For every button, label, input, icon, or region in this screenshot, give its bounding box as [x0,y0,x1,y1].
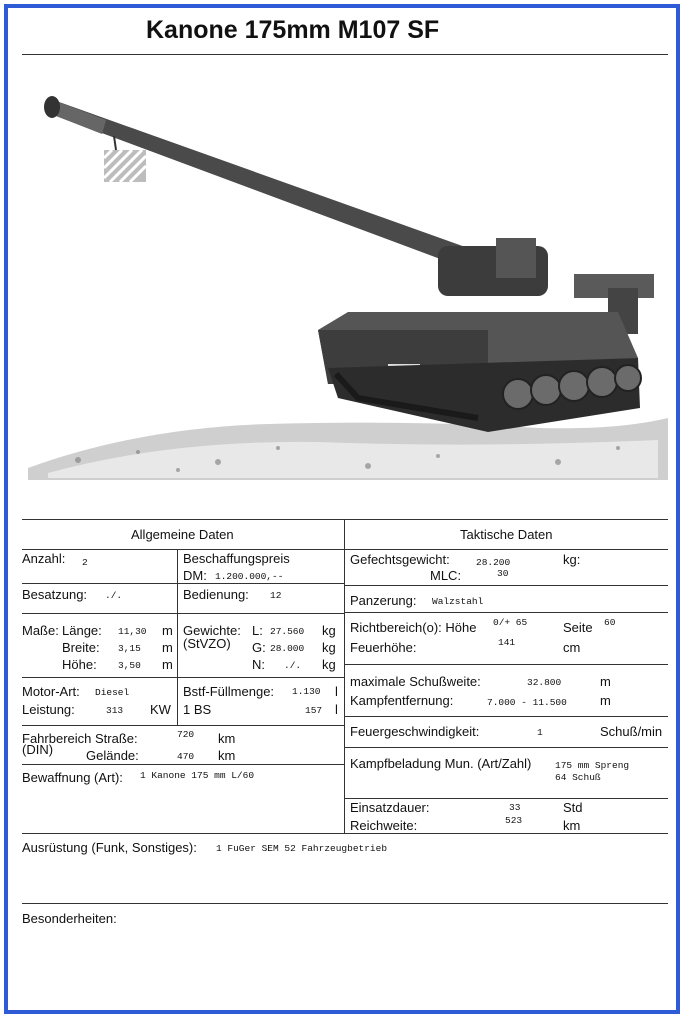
fahrbereich-strasse-value: 720 [177,729,195,740]
laenge-value: 11,30 [118,626,147,637]
row-rule [22,613,344,614]
title-rule [22,54,668,55]
row-rule [344,798,668,799]
mlc-value: 30 [497,568,509,579]
leistung-unit: KW [150,702,171,717]
bewaffnung-value: 1 Kanone 175 mm L/60 [140,770,255,781]
row-rule [344,612,668,613]
kampfentfernung-unit: m [600,693,611,708]
bs-label: 1 BS [183,702,212,717]
motor-label: Motor-Art: [22,684,80,699]
row-rule [22,764,344,765]
gewicht-n-unit: kg [322,657,336,672]
fahrbereich-sub: (DIN) [22,742,54,757]
breite-value: 3,15 [118,643,141,654]
gefechtsgewicht-value: 28.200 [476,557,511,568]
table-top-rule [22,519,668,520]
feuergeschwindigkeit-value: 1 [537,727,543,738]
row-rule [22,583,344,584]
feuerhoehe-value: 141 [498,637,516,648]
kampfbeladung-label: Kampfbeladung Mun. (Art/Zahl) [350,756,532,771]
reichweite-value: 523 [505,815,523,826]
gelaende-unit: km [218,748,236,763]
row-rule [22,677,344,678]
row-rule [22,833,668,834]
gefechtsgewicht-label: Gefechtsgewicht: [350,552,450,567]
besatzung-value: ./. [105,590,123,601]
bewaffnung-label: Bewaffnung (Art): [22,770,123,785]
bstf-label: Bstf-Füllmenge: [183,684,275,699]
fahrbereich-strasse-unit: km [218,731,236,746]
panzerung-label: Panzerung: [350,593,417,608]
feuerhoehe-unit: cm [563,640,581,655]
schussweite-unit: m [600,674,611,689]
schussweite-label: maximale Schußweite: [350,674,481,689]
bs-unit: l [335,702,338,717]
panzerung-value: Walzstahl [432,596,484,607]
bstf-value: 1.130 [292,686,321,697]
gefechtsgewicht-unit: kg: [563,552,581,567]
column-divider [344,519,345,833]
feuergeschwindigkeit-label: Feuergeschwindigkeit: [350,724,480,739]
row-rule [344,716,668,717]
row-rule [344,664,668,665]
breite-unit: m [162,640,173,655]
anzahl-label: Anzahl: [22,551,66,566]
einsatzdauer-label: Einsatzdauer: [350,800,430,815]
gewicht-g-value: 28.000 [270,643,305,654]
row-rule [344,585,668,586]
left-section-header: Allgemeine Daten [131,527,234,542]
leistung-label: Leistung: [22,702,75,717]
row-rule [22,903,668,904]
feuerhoehe-label: Feuerhöhe: [350,640,417,655]
leistung-value: 313 [106,705,124,716]
table-header-rule [22,549,668,550]
mlc-label: MLC: [430,568,462,583]
motor-value: Diesel [95,687,130,698]
gewicht-n-value: ./. [284,660,302,671]
ausruestung-value: 1 FuGer SEM 52 Fahrzeugbetrieb [216,843,388,854]
left-inner-divider [177,549,178,725]
seite-label: Seite [563,620,593,635]
seite-value: 60 [604,617,616,628]
masse-label: Maße: [22,623,59,638]
right-section-header: Taktische Daten [460,527,553,542]
ausruestung-label: Ausrüstung (Funk, Sonstiges): [22,840,197,855]
row-rule [344,747,668,748]
row-rule [22,725,344,726]
breite-label: Breite: [62,640,100,655]
gewicht-l-value: 27.560 [270,626,305,637]
besatzung-label: Besatzung: [22,587,88,602]
schussweite-value: 32.800 [527,677,562,688]
laenge-label: Länge: [62,623,102,638]
hoehe-unit: m [162,657,173,672]
laenge-unit: m [162,623,173,638]
besonderheiten-label: Besonderheiten: [22,911,117,926]
beschaffungspreis-label: Beschaffungspreis [183,551,290,566]
kampfentfernung-label: Kampfentfernung: [350,693,454,708]
kampfentfernung-value: 7.000 - 11.500 [487,697,567,708]
bedienung-label: Bedienung: [183,587,249,602]
bstf-unit: l [335,684,338,699]
fahrbereich-label: Fahrbereich Straße: [22,731,138,746]
bs-value: 157 [305,705,323,716]
feuergeschwindigkeit-unit: Schuß/min [600,724,663,739]
page-title: Kanone 175mm M107 SF [146,16,440,44]
kampfbeladung-value-2: 64 Schuß [555,772,601,783]
reichweite-label: Reichweite: [350,818,418,833]
reichweite-unit: km [563,818,581,833]
gelaende-label: Gelände: [86,748,139,763]
einsatzdauer-unit: Std [563,800,583,815]
hoehe-label: Höhe: [62,657,97,672]
richtbereich-value: 0/+ 65 [493,617,528,628]
kampfbeladung-value-1: 175 mm Spreng [555,760,630,771]
gewichte-sub: (StVZO) [183,636,231,651]
beschaffungspreis-prefix: DM: [183,568,207,583]
gewicht-l-label: L: [252,623,263,638]
beschaffungspreis-value: 1.200.000,-- [215,571,284,582]
vehicle-photo [18,68,674,488]
gewicht-l-unit: kg [322,623,336,638]
anzahl-value: 2 [82,557,88,568]
bedienung-value: 12 [270,590,282,601]
gewichte-label: Gewichte: [183,623,241,638]
gewicht-g-unit: kg [322,640,336,655]
einsatzdauer-value: 33 [509,802,521,813]
gewicht-g-label: G: [252,640,266,655]
hoehe-value: 3,50 [118,660,141,671]
richtbereich-label: Richtbereich(o): Höhe [350,620,477,635]
gelaende-value: 470 [177,751,195,762]
gewicht-n-label: N: [252,657,265,672]
